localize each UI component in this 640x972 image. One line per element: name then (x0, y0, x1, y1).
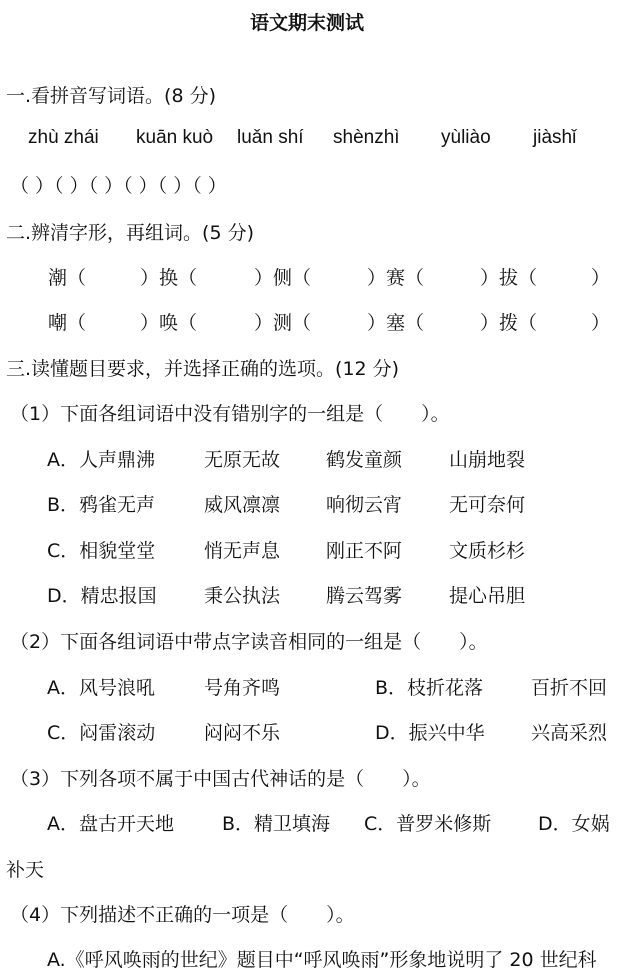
section-2-heading: 二.辨清字形，再组词。(5 分) (6, 222, 254, 244)
option-word: A．盘古开天地 (47, 813, 174, 835)
pinyin-item: yùliào (441, 127, 491, 148)
char-item: ）侧（ (254, 267, 312, 289)
option-word: 文质杉杉 (449, 540, 526, 562)
option-word: 悄无声息 (204, 540, 281, 562)
option-word: D．精忠报国 (47, 585, 157, 607)
question-4-stem: （4）下列描述不正确的一项是（ ）。 (10, 904, 355, 926)
option-word: 兴高采烈 (531, 722, 608, 744)
char-item: ）唤（ (140, 312, 198, 334)
char-item: ） (591, 312, 611, 334)
option-word: 无原无故 (204, 449, 281, 471)
option-word: D．女娲 (538, 813, 610, 835)
option-word: 百折不回 (531, 677, 608, 699)
question-3-stem: （3）下列各项不属于中国古代神话的是（ ）。 (10, 768, 431, 790)
char-item: ） (591, 267, 611, 289)
char-item: ）赛（ (367, 267, 425, 289)
q3-wrap-text: 补天 (6, 859, 45, 881)
char-item: ）塞（ (367, 312, 425, 334)
option-word: A．人声鼎沸 (47, 449, 155, 471)
option-word: 鹤发童颜 (326, 449, 403, 471)
question-2-stem: （2）下面各组词语中带点字读音相同的一组是（ ）。 (10, 631, 488, 653)
option-word: 腾云驾雾 (326, 585, 403, 607)
char-item: ）换（ (140, 267, 198, 289)
section-1-heading: 一.看拼音写词语。(8 分) (6, 85, 216, 107)
option-word: 秉公执法 (204, 585, 281, 607)
option-word: D．振兴中华 (375, 722, 485, 744)
option-word: B．鸦雀无声 (47, 494, 156, 516)
option-word: B．精卫填海 (222, 813, 331, 835)
pinyin-item: kuān kuò (136, 127, 214, 148)
option-word: 提心吊胆 (449, 585, 526, 607)
pinyin-item: shènzhì (333, 127, 400, 148)
option-word: 无可奈何 (449, 494, 526, 516)
char-item: 嘲（ (48, 312, 87, 334)
option-word: C．相貌堂堂 (47, 540, 156, 562)
option-word: C．闷雷滚动 (47, 722, 156, 744)
char-item: 潮（ (48, 267, 87, 289)
char-item: ）测（ (254, 312, 312, 334)
section-3-heading: 三.读懂题目要求，并选择正确的选项。(12 分) (6, 358, 400, 380)
option-word: 闷闷不乐 (204, 722, 281, 744)
option-word: 号角齐鸣 (204, 677, 281, 699)
q4-option-a: A.《呼风唤雨的世纪》题目中“呼风唤雨”形象地说明了 20 世纪科 (47, 949, 597, 971)
pinyin-item: jiàshǐ (533, 127, 577, 148)
pinyin-item: luǎn shí (237, 127, 304, 148)
page-title: 语文期末测试 (250, 12, 365, 34)
option-word: 山崩地裂 (449, 449, 526, 471)
question-1-stem: （1）下面各组词语中没有错别字的一组是（ ）。 (10, 403, 450, 425)
option-word: 威风凛凛 (204, 494, 281, 516)
char-item: ）拨（ (480, 312, 538, 334)
char-item: ）拔（ (480, 267, 538, 289)
answer-brackets-row: （ ）（ ）（ ）（ ）（ ）（ ） (10, 175, 227, 197)
option-word: 响彻云宵 (326, 494, 403, 516)
option-word: C．普罗米修斯 (364, 813, 492, 835)
pinyin-item: zhù zhái (28, 127, 99, 148)
option-word: A．风号浪吼 (47, 677, 155, 699)
option-word: B．枝折花落 (375, 677, 484, 699)
option-word: 刚正不阿 (326, 540, 403, 562)
